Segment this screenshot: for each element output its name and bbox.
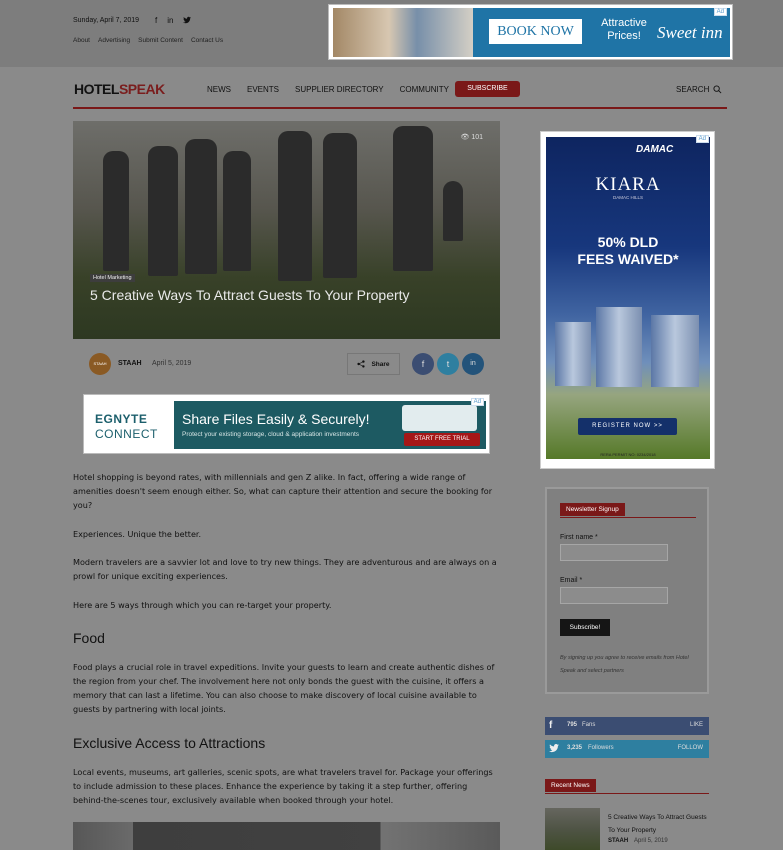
paragraph: Here are 5 ways through which you can re-target your property.	[73, 600, 332, 610]
share-label: Share	[371, 360, 390, 368]
top-bar	[0, 0, 783, 67]
recent-news-thumbnail[interactable]	[545, 808, 600, 850]
recent-news-divider	[545, 793, 709, 794]
newsletter-divider	[560, 517, 696, 518]
twitter-icon: t	[446, 359, 450, 369]
hotel-room-image	[333, 8, 473, 57]
view-count-value: 101	[471, 134, 483, 141]
ad-tagline	[591, 17, 657, 43]
email-field[interactable]	[560, 587, 668, 604]
search-button[interactable]	[676, 85, 722, 94]
facebook-like-button[interactable]: LIKE	[689, 722, 703, 728]
current-date: Sunday, April 7, 2019	[73, 17, 140, 24]
paragraph: Food plays a crucial role in travel expeditions. Invite your guests to learn and create authentic dishes of the region from your chef. The involvement here not only bonds the guest with the cuisine, it offers a memory that can last a lifetime. You can also choose to make discovery of local cuisine available to guests by partnering with local joints.	[73, 662, 495, 714]
eye-icon: 👁	[460, 134, 472, 141]
recent-news-title: Recent News	[545, 779, 596, 792]
email-label: Email *	[560, 577, 583, 584]
link-contact-us[interactable]: Contact Us	[190, 37, 224, 44]
offer-line2: FEES WAIVED*	[577, 251, 679, 267]
ad-subtext: Protect your existing storage, cloud & application investments	[182, 431, 360, 438]
ad-label[interactable]: Ad	[714, 8, 727, 16]
paragraph: Hotel shopping is beyond rates, with millennials and gen Z alike. In fact, offering a wide range of amenities doesn't seem enough either. So, what can capture their attention and secure the booking for you?	[73, 472, 493, 510]
share-twitter-button[interactable]	[437, 353, 459, 375]
egnyte-logo	[89, 401, 174, 449]
newsletter-disclaimer: By signing up you agree to receive emails from Hotel Speak and select partners	[560, 655, 689, 674]
top-banner-ad[interactable]	[328, 4, 733, 60]
egnyte-banner-ad[interactable]	[83, 394, 490, 454]
share-facebook-button[interactable]	[412, 353, 434, 375]
damac-logo: DAMAC	[636, 144, 674, 155]
start-free-trial-button[interactable]: START FREE TRIAL	[404, 433, 480, 446]
link-advertising[interactable]: Advertising	[98, 37, 131, 44]
ad-label[interactable]: Ad	[471, 398, 484, 406]
newsletter-subscribe-button[interactable]: Subscribe!	[560, 619, 610, 636]
section-heading-access: Exclusive Access to Attractions	[73, 735, 266, 751]
link-about[interactable]: About	[73, 37, 90, 44]
top-social-links	[155, 16, 191, 25]
project-name: KIARA	[595, 174, 661, 195]
paragraph: Experiences. Unique the better.	[73, 529, 202, 539]
facebook-counter[interactable]	[545, 717, 709, 735]
link-submit-content[interactable]: Submit Content	[138, 37, 183, 44]
project-subtitle: DAMAC HILLS	[612, 195, 643, 200]
register-now-button[interactable]: REGISTER NOW >>	[578, 418, 677, 435]
top-links	[73, 37, 223, 44]
share-linkedin-button[interactable]	[462, 353, 484, 375]
twitter-counter[interactable]	[545, 740, 709, 758]
main-header	[0, 67, 783, 112]
ad-label[interactable]: Ad	[696, 135, 709, 143]
search-label: SEARCH	[676, 85, 710, 94]
recent-news-item-date: April 5, 2019	[634, 838, 668, 844]
newsletter-title: Newsletter Signup	[560, 503, 625, 516]
article-image	[73, 822, 500, 850]
category-tag[interactable]: Hotel Marketing	[90, 274, 135, 282]
subscribe-button[interactable]: SUBSCRIBE	[455, 81, 520, 97]
permit-number: RERA PERMIT NO: 0234/2018	[600, 452, 656, 457]
damac-side-ad[interactable]	[540, 131, 715, 469]
featured-image	[73, 121, 500, 339]
nav-supplier-directory[interactable]: SUPPLIER DIRECTORY	[295, 85, 384, 94]
twitter-unit: Followers	[588, 745, 614, 751]
tower-image	[651, 315, 699, 387]
share-button[interactable]	[347, 353, 400, 375]
devices-illustration	[402, 405, 477, 431]
offer-line1: 50% DLD	[597, 234, 659, 250]
ad-tagline-line1: Attractive	[601, 17, 647, 29]
tower-image	[596, 307, 642, 387]
newsletter-widget	[545, 487, 709, 694]
avatar[interactable]: STAAH	[89, 353, 111, 375]
section-heading-food: Food	[73, 630, 105, 646]
ad-brand-logo: Sweet inn	[657, 23, 723, 42]
share-icon	[357, 360, 365, 368]
first-name-field[interactable]	[560, 544, 668, 561]
view-count	[460, 133, 483, 141]
paragraph: Modern travelers are a savvier lot and love to try new things. They are adventurous and are always on a prowl for unique exciting experiences.	[73, 557, 497, 581]
search-icon	[713, 85, 722, 94]
ad-headline: Share Files Easily & Securely!	[182, 411, 370, 427]
twitter-icon[interactable]	[183, 16, 191, 25]
ad-tagline-line2: Prices!	[607, 30, 641, 42]
article-title: 5 Creative Ways To Attract Guests To Your Property	[90, 287, 410, 303]
egnyte-logo-line2: CONNECT	[95, 427, 158, 441]
tower-image	[555, 322, 591, 386]
facebook-count: 795	[567, 722, 578, 728]
author-name[interactable]: STAAH	[118, 360, 142, 367]
egnyte-logo-line1: EGNYTE	[95, 412, 148, 426]
site-logo[interactable]	[74, 81, 165, 97]
recent-news-item-title[interactable]: 5 Creative Ways To Attract Guests To Your Property	[608, 814, 707, 834]
nav-community[interactable]: COMMUNITY	[399, 85, 449, 94]
twitter-count: 3,235	[567, 745, 583, 751]
paragraph: Local events, museums, art galleries, scenic spots, are what travelers travel for. Package your offerings to include admission to these places. Enhance the experience by taking it a step further, offering behind-the-scenes tour, exclusively available when booked through your hotel.	[73, 767, 493, 805]
main-nav	[207, 85, 449, 94]
book-now-button[interactable]: BOOK NOW	[489, 19, 582, 44]
article-meta	[89, 353, 489, 375]
header-divider	[73, 107, 727, 109]
logo-part2: SPEAK	[118, 81, 165, 97]
recent-news-item-author[interactable]: STAAH	[608, 838, 629, 844]
facebook-icon: f	[421, 359, 425, 369]
nav-events[interactable]: EVENTS	[247, 85, 280, 94]
twitter-icon	[549, 743, 559, 753]
linkedin-icon: in	[470, 360, 476, 367]
logo-part1: HOTEL	[74, 81, 119, 97]
publish-date: April 5, 2019	[152, 360, 192, 367]
first-name-label: First name *	[560, 534, 598, 541]
linkedin-icon[interactable]: in	[167, 16, 174, 25]
facebook-unit: Fans	[582, 722, 596, 728]
facebook-icon[interactable]: f	[155, 16, 158, 25]
facebook-icon: f	[549, 720, 553, 731]
nav-news[interactable]: NEWS	[207, 85, 231, 94]
twitter-follow-button[interactable]: FOLLOW	[677, 745, 703, 751]
